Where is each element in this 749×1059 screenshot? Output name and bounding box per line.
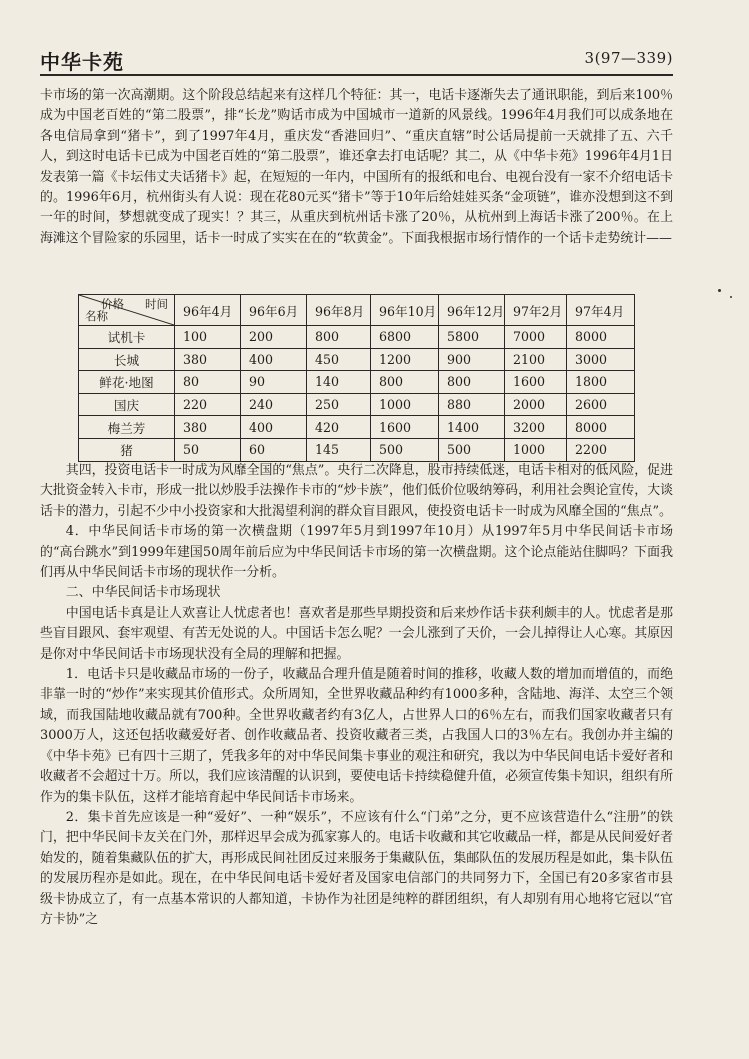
table-cell: 8000 — [567, 326, 635, 349]
row-name: 长城 — [79, 348, 175, 371]
table-row — [79, 438, 635, 461]
table-cell: 5800 — [439, 326, 505, 349]
table-cell: 1600 — [505, 371, 567, 394]
table-cell: 500 — [439, 438, 505, 461]
row-name: 国庆 — [79, 393, 175, 416]
table-cell: 1400 — [439, 416, 505, 439]
table-cell: 880 — [439, 393, 505, 416]
table-row — [79, 371, 635, 394]
paragraph: 1．电话卡只是收藏品市场的一份子，收藏品合理升值是随着时间的推移，收藏人数的增加而增值的，而绝非靠一时的“炒作”来实现其价值形式。众所周知，全世界收藏品种约有1000多种，含陆地、海洋、太空三个领域，而我国陆地收藏品就有700种。全世界收藏者约有3亿人，占世界人口的6％左右，而我们国家收藏者只有3000万人，这还包括收藏爱好者、创作收藏品者、投资收藏者三类，占我国人口的3％左右。我创办并主编的《中华卡苑》已有四十三期了，凭我多年的对中华民间集卡事业的观注和研究，我以为中华民间电话卡爱好者和收藏者不会超过十万。所以，我们应该清醒的认识到，要使电话卡持续稳健升值，必须宣传集卡知识，组织有所作为的集卡队伍，这样才能培育起中华民间话卡市场来。 — [40, 667, 673, 805]
corner-column-label: 时间 — [145, 297, 168, 311]
table-cell: 2600 — [567, 393, 635, 416]
table-row — [79, 393, 635, 416]
main-text — [40, 461, 673, 930]
scan-speck — [718, 289, 721, 292]
table-cell: 6800 — [371, 326, 439, 349]
table-row — [79, 326, 635, 349]
column-header: 96年10月 — [371, 295, 439, 326]
table-cell: 500 — [371, 438, 439, 461]
table-cell: 400 — [241, 348, 307, 371]
table-cell: 3200 — [505, 416, 567, 439]
paragraph: 卡市场的第一次高潮期。这个阶段总结起来有这样几个特征：其一，电话卡逐渐失去了通讯职能，到后来100％成为中国老百姓的“第二股票”，排“长龙”购话市成为中国城市一道新的风景线。1996年4月我们可以成条地在各电信局拿到“猪卡”，到了1997年4月，重庆发“香港回归”、“重庆直辖”时公话局提前一天就排了五、六千人，到这时电话卡已成为中国老百姓的“第二股票”，谁还拿去打电话呢？其二，从《中华卡苑》1996年4月1日发表第一篇《卡坛伟丈夫话猪卡》起，在短短的一年内，中国所有的报纸和电台、电视台没有一家不介绍电话卡的。1996年6月，杭州街头有人说：现在花80元买“猪卡”等于10年后给娃娃买条“金项链”，谁亦没想到这不到一年的时间，梦想就变成了现实！？其三，从重庆到杭州话卡涨了20％，从杭州到上海话卡涨了200％。在上海滩这个冒险家的乐园里，话卡一时成了实实在在的“软黄金”。下面我根据市场行情作的一个话卡走势统计—— — [40, 88, 673, 246]
paragraph: 其四，投资电话卡一时成为风靡全国的“焦点”。央行二次降息，股市持续低迷，电话卡相对的低风险，促进大批资金转入卡市，形成一批以炒股手法操作卡市的“炒卡族”，他们低价位吸纳筹码，利用社会舆论宣传，大谈话卡的潜力，引起不少中小投资家和大批渴望利润的群众盲目跟风，使投资电话卡一时成为风靡全国的“焦点”。 — [40, 463, 673, 519]
table-cell: 2000 — [505, 393, 567, 416]
issue-number: 3(97—339) — [584, 49, 673, 67]
column-header: 97年2月 — [505, 295, 567, 326]
table-cell: 80 — [175, 371, 241, 394]
section-heading: 二、中华民间话卡市场现状 — [65, 585, 221, 601]
column-header: 97年4月 — [567, 295, 635, 326]
table-cell: 380 — [175, 348, 241, 371]
scan-speck — [730, 296, 732, 298]
corner-price-label: 价格 — [101, 297, 124, 311]
table-cell: 900 — [439, 348, 505, 371]
journal-title: 中华卡苑 — [40, 50, 124, 74]
row-name: 梅兰芳 — [79, 416, 175, 439]
paragraph: 4．中华民间话卡市场的第一次横盘期（1997年5月到1997年10月）从1997年5月中华民间话卡市场的“高台跳水”到1999年建国50周年前后应为中华民间话卡市场的第一次横盘期。这个论点能站住脚吗？下面我们再从中华民间话卡市场的现状作一分析。 — [40, 524, 673, 581]
table-cell: 1600 — [371, 416, 439, 439]
table-row — [79, 416, 635, 439]
row-name: 试机卡 — [79, 326, 175, 349]
intro-text — [40, 86, 673, 249]
row-name: 鲜花·地图 — [79, 371, 175, 394]
table-cell: 800 — [307, 326, 371, 349]
table-cell: 200 — [241, 326, 307, 349]
table-cell: 50 — [175, 438, 241, 461]
column-header: 96年6月 — [241, 295, 307, 326]
table-cell: 1000 — [505, 438, 567, 461]
row-name: 猪 — [79, 438, 175, 461]
table-corner-cell — [79, 295, 175, 326]
table-cell: 140 — [307, 371, 371, 394]
price-trend-table — [78, 294, 635, 462]
column-header: 96年8月 — [307, 295, 371, 326]
table-cell: 8000 — [567, 416, 635, 439]
table-cell: 800 — [439, 371, 505, 394]
column-header: 96年12月 — [439, 295, 505, 326]
table-cell: 250 — [307, 393, 371, 416]
paragraph: 中国电话卡真是让人欢喜让人忧虑者也！喜欢者是那些早期投资和后来炒作话卡获利颇丰的人。忧虑者是那些盲目跟风、套牢观望、有苦无处说的人。中国话卡怎么呢？一会儿涨到了天价，一会儿掉得让人心寒。其原因是你对中华民间话卡市场现状没有全局的理解和把握。 — [40, 605, 673, 662]
paragraph: 2．集卡首先应该是一种“爱好”、一种“娱乐”，不应该有什么“门弟”之分，更不应该营造什么“注册”的铁门，把中华民间卡友关在门外，那样迟早会成为孤家寡人的。电话卡收藏和其它收藏品一样，都是从民间爱好者始发的，随着集藏队伍的扩大，再形成民间社团反过来服务于集藏队伍，集邮队伍的发展历程是如此，集卡队伍的发展历程亦是如此。现在，在中华民间电话卡爱好者及国家电信部门的共同努力下，全国已有20多家省市县级卡协成立了，有一点基本常识的人都知道，卡协作为社团是纯粹的群团组织，有人却别有用心地将它冠以“官方卡协”之 — [40, 809, 673, 927]
table-cell: 1800 — [567, 371, 635, 394]
table-cell: 220 — [175, 393, 241, 416]
column-header: 96年4月 — [175, 295, 241, 326]
table-cell: 100 — [175, 326, 241, 349]
table-cell: 3000 — [567, 348, 635, 371]
table-cell: 400 — [241, 416, 307, 439]
table-cell: 1200 — [371, 348, 439, 371]
table-cell: 90 — [241, 371, 307, 394]
table-cell: 1000 — [371, 393, 439, 416]
corner-row-label: 名称 — [85, 309, 108, 323]
table-cell: 240 — [241, 393, 307, 416]
page-header — [40, 46, 673, 76]
table-header-row — [79, 295, 635, 326]
table-cell: 2100 — [505, 348, 567, 371]
table-cell: 2200 — [567, 438, 635, 461]
table-cell: 450 — [307, 348, 371, 371]
table-cell: 420 — [307, 416, 371, 439]
table-cell: 60 — [241, 438, 307, 461]
table-cell: 800 — [371, 371, 439, 394]
table-row — [79, 348, 635, 371]
table-cell: 380 — [175, 416, 241, 439]
table-cell: 7000 — [505, 326, 567, 349]
table-cell: 145 — [307, 438, 371, 461]
